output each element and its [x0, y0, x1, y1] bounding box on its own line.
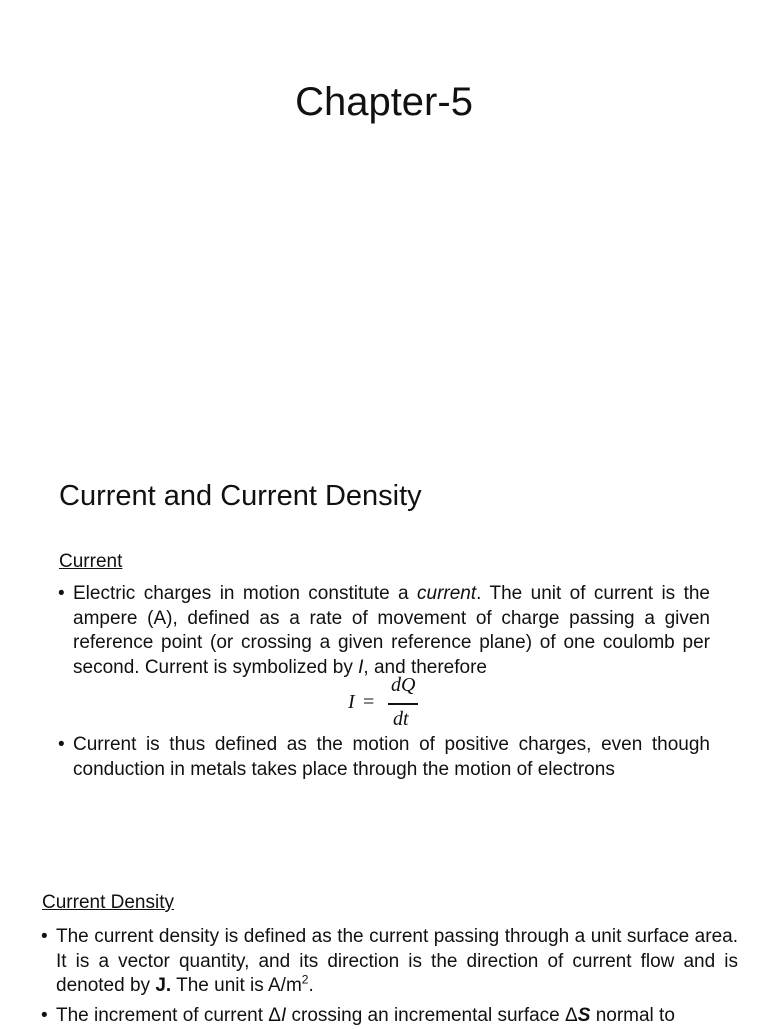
bullet-text: . The unit of current is the ampere (A), defined as a rate of movement of charge passing a given reference point (or crossing a given reference plane) of one coulomb per second. Current is symbolized by: [73, 583, 710, 678]
bullet-text: The unit is A/m: [171, 975, 302, 996]
bullet-dot: •: [41, 1005, 48, 1026]
fraction-bar: [388, 703, 418, 705]
bullet-text: Electric charges in motion constitute a: [73, 583, 418, 604]
bullet-text: .: [308, 975, 314, 996]
bullet-bold: J.: [155, 975, 172, 996]
bullet-text: Current is thus defined as the motion of positive charges, even though conduction in metals takes place through the motion of electrons: [73, 734, 710, 780]
bullet-text: The current density is defined as the current passing through a unit surface area. It is a vector quantity, and its direction is the direction of current flow and is denoted by: [56, 926, 738, 996]
bullet-dot: •: [58, 734, 65, 755]
current-heading: Current: [59, 551, 123, 572]
bullet-dot: •: [58, 583, 65, 604]
bullet-emphasis: I: [280, 1005, 287, 1026]
formula-lhs: I: [348, 691, 355, 713]
bullet-bold-emphasis: S: [577, 1005, 591, 1026]
bullet-emphasis: I: [358, 656, 364, 678]
density-bullet-1: [41, 925, 738, 999]
bullet-text: The increment of current Δ: [56, 1005, 281, 1026]
formula-denominator: dt: [393, 708, 409, 730]
density-bullet-2: [41, 1004, 738, 1029]
bullet-text: , and therefore: [363, 656, 487, 678]
formula-numerator: dQ: [391, 674, 416, 696]
bullet-dot: •: [41, 926, 48, 947]
current-formula: [345, 674, 435, 734]
bullet-emphasis: current: [417, 583, 477, 604]
bullet-text: normal to: [590, 1005, 675, 1026]
current-bullet-1: [58, 582, 710, 680]
current-bullet-2: [58, 733, 710, 782]
current-density-heading: Current Density: [42, 892, 174, 913]
bullet-text: crossing an incremental surface Δ: [286, 1005, 578, 1026]
section-title: Current and Current Density: [59, 480, 422, 512]
chapter-title: Chapter-5: [295, 80, 473, 124]
bullet-superscript: 2: [301, 972, 309, 987]
formula-equals: =: [363, 691, 375, 713]
